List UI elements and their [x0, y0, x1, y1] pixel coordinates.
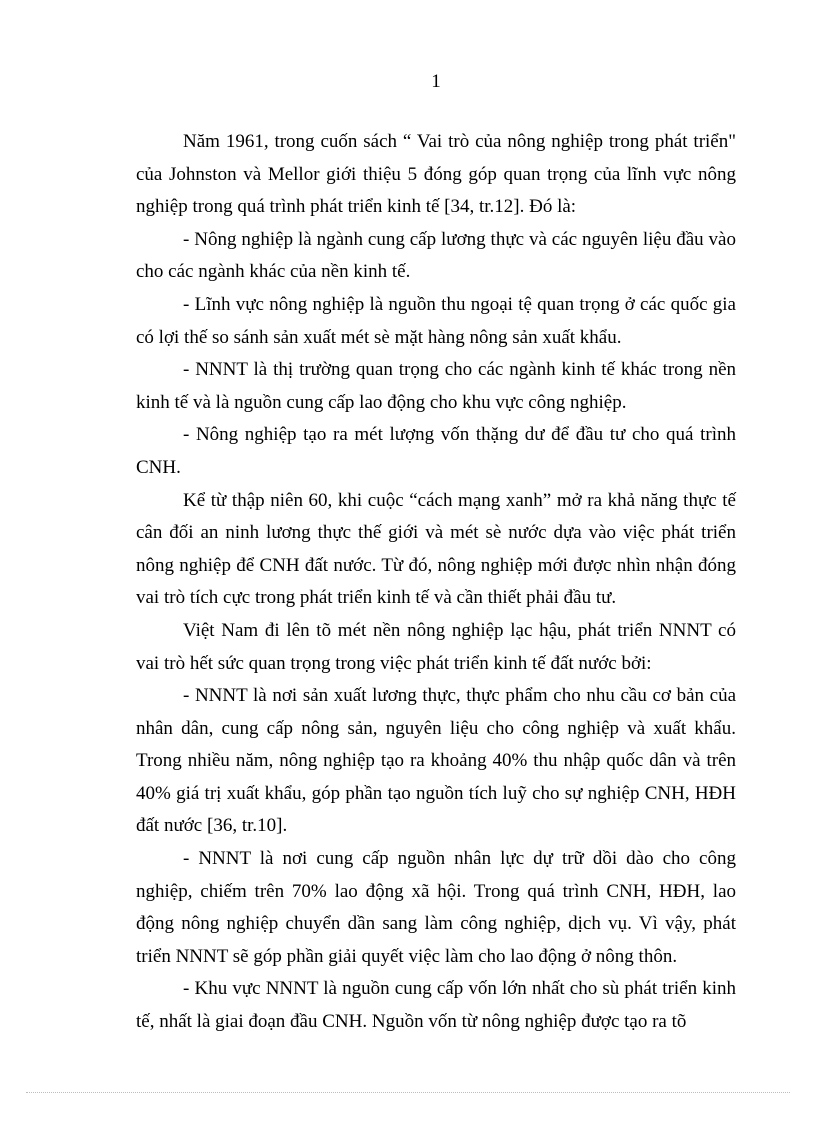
- paragraph-labor-supply: - NNNT là nơi cung cấp nguồn nhân lực dự trữ dồi dào cho công nghiệp, chiếm trên 70% lao động xã hội. Trong quá trình CNH, HĐH, lao động nông nghiệp chuyển dần sang làm công nghiệp, dịch vụ. Vì vậy, phát triển NNNT sẽ góp phần giải quyết việc làm cho lao động ở nông thôn.: [136, 848, 736, 967]
- paragraph-vietnam-role: Việt Nam đi lên tõ mét nền nông nghiệp lạc hậu, phát triển NNNT có vai trò hết sức quan trọng trong việc phát triển kinh tế đất nước bởi:: [136, 619, 736, 674]
- document-body: [136, 126, 736, 1039]
- paragraph-food-production: - NNNT là nơi sản xuất lương thực, thực phẩm cho nhu cầu cơ bản của nhân dân, cung cấp nông sản, nguyên liệu cho công nghiệp và xuất khẩu. Trong nhiều năm, nông nghiệp tạo ra khoảng 40% thu nhập quốc dân và trên 40% giá trị xuất khẩu, góp phần tạo nguồn tích luỹ cho sự nghiệp CNH, HĐH đất nước [36, tr.10].: [136, 685, 736, 837]
- page-bottom-divider: [26, 1092, 790, 1093]
- paragraph-capital-source: - Khu vực NNNT là nguồn cung cấp vốn lớn nhất cho sù phát triển kinh tế, nhất là giai đoạn đầu CNH. Nguồn vốn từ nông nghiệp được tạo ra tõ: [136, 978, 736, 1033]
- paragraph-contribution-food: - Nông nghiệp là ngành cung cấp lương thực và các nguyên liệu đầu vào cho các ngành khác của nền kinh tế.: [136, 228, 736, 283]
- paragraph-contribution-market: - NNNT là thị trường quan trọng cho các ngành kinh tế khác trong nền kinh tế và là nguồn cung cấp lao động cho khu vực công nghiệp.: [136, 359, 736, 413]
- paragraph-contribution-capital: - Nông nghiệp tạo ra mét lượng vốn thặng dư để đầu tư cho quá trình CNH.: [136, 424, 736, 478]
- paragraph-intro: Năm 1961, trong cuốn sách “ Vai trò của nông nghiệp trong phát triển" của Johnston và Mellor giới thiệu 5 đóng góp quan trọng của lĩnh vực nông nghiệp trong quá trình phát triển kinh tế [34, tr.12]. Đó là:: [136, 131, 736, 218]
- paragraph-contribution-foreign-currency: - Lĩnh vực nông nghiệp là nguồn thu ngoại tệ quan trọng ở các quốc gia có lợi thế so sánh sản xuất mét sè mặt hàng nông sản xuất khẩu.: [136, 293, 736, 348]
- paragraph-green-revolution: Kể từ thập niên 60, khi cuộc “cách mạng xanh” mở ra khả năng thực tế cân đối an ninh lương thực thế giới và mét sè nước dựa vào việc phát triển nông nghiệp để CNH đất nước. Từ đó, nông nghiệp mới được nhìn nhận đóng vai trò tích cực trong phát triển kinh tế và cần thiết phải đầu tư.: [136, 489, 736, 609]
- page-number: 1: [431, 71, 441, 92]
